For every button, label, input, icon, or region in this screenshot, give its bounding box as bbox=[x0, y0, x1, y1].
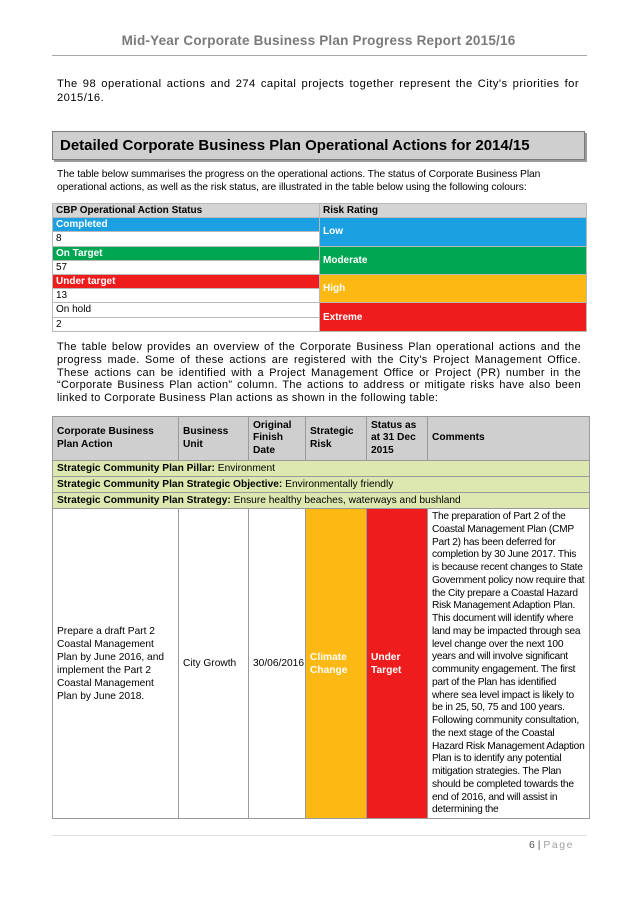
overview-paragraph: The table below provides an overview of the Corporate Business Plan operational actions and the progress made. Some of these actions are registered with the City's Project Management Office. These actions can be identified with a Project Management Office or Project (PR) number in the “Corporate Business Plan action” column. The actions to address or mitigate risks have also been linked to Corporate Business Plan actions as shown in the following table: bbox=[57, 341, 581, 405]
page-number: 6 bbox=[529, 839, 535, 851]
status-count-under-target: 13 bbox=[53, 289, 320, 303]
col-header-status: Status as at 31 Dec 2015 bbox=[367, 417, 428, 461]
risk-extreme: Extreme bbox=[320, 303, 587, 331]
col-header-finish: Original Finish Date bbox=[249, 417, 306, 461]
col-header-risk: Strategic Risk bbox=[306, 417, 367, 461]
objective-row bbox=[53, 477, 590, 493]
status-label-under-target: Under target bbox=[53, 274, 320, 288]
status-count-on-hold: 2 bbox=[53, 317, 320, 331]
page-header-title: Mid-Year Corporate Business Plan Progress Report 2015/16 bbox=[121, 33, 516, 48]
pillar-value: Environment bbox=[214, 462, 275, 474]
risk-high: High bbox=[320, 274, 587, 302]
status-count-on-target: 57 bbox=[53, 260, 320, 274]
legend-header-risk: Risk Rating bbox=[320, 204, 587, 218]
page-label: Page bbox=[543, 839, 574, 851]
page-footer bbox=[529, 839, 574, 851]
col-header-comments: Comments bbox=[428, 417, 590, 461]
row-strategic-risk: Climate Change bbox=[306, 509, 367, 819]
status-label-on-target: On Target bbox=[53, 246, 320, 260]
page-separator: | bbox=[534, 839, 544, 851]
footer-divider bbox=[52, 835, 587, 836]
row-business-unit: City Growth bbox=[179, 509, 249, 819]
row-comments: The preparation of Part 2 of the Coastal Management Plan (CMP Part 2) has been deferred for completion by 30 June 2017. This is because recent changes to State Government policy now require that the City prepare a Coastal Hazard Risk Management Adaption Plan. This document will identify where land may be impacted through sea level change over the next 100 years and will involve significant community engagement. The first part of the Plan has identified where sea level impact is likely to be in 25, 50, 75 and 100 years. Following community consultation, the next stage of the Coastal Hazard Risk Management Adaption Plan is to identify any potential mitigation strategies. The Plan should be completed towards the end of 2016, and will assist in determining the bbox=[428, 509, 590, 819]
risk-low: Low bbox=[320, 218, 587, 246]
intro-paragraph: The 98 operational actions and 274 capital projects together represent the City's priorities for 2015/16. bbox=[57, 78, 579, 104]
operational-actions-table bbox=[52, 416, 590, 819]
pillar-label: Strategic Community Plan Pillar: bbox=[57, 462, 215, 474]
status-label-on-hold: On hold bbox=[53, 303, 320, 317]
row-status: Under Target bbox=[367, 509, 428, 819]
row-action: Prepare a draft Part 2 Coastal Management Plan by June 2016, and implement the Part 2 Coastal Management Plan by June 2018. bbox=[53, 509, 179, 819]
risk-moderate: Moderate bbox=[320, 246, 587, 274]
col-header-action: Corporate Business Plan Action bbox=[53, 417, 179, 461]
header-divider bbox=[52, 55, 587, 56]
section-heading: Detailed Corporate Business Plan Operational Actions for 2014/15 bbox=[52, 131, 585, 160]
legend-header-status: CBP Operational Action Status bbox=[53, 204, 320, 218]
table-row bbox=[53, 509, 590, 819]
strategy-label: Strategic Community Plan Strategy: bbox=[57, 494, 231, 506]
pillar-row bbox=[53, 461, 590, 477]
row-finish-date: 30/06/2016 bbox=[249, 509, 306, 819]
col-header-unit: Business Unit bbox=[179, 417, 249, 461]
strategy-value: Ensure healthy beaches, waterways and bushland bbox=[230, 494, 461, 506]
legend-intro-paragraph: The table below summarises the progress on the operational actions. The status of Corporate Business Plan operational actions, as well as the risk status, are illustrated in the table below using the following colours: bbox=[57, 169, 541, 193]
status-label-completed: Completed bbox=[53, 218, 320, 232]
status-count-completed: 8 bbox=[53, 232, 320, 246]
status-legend-table bbox=[52, 203, 587, 332]
objective-label: Strategic Community Plan Strategic Objective: bbox=[57, 478, 283, 490]
strategy-row bbox=[53, 493, 590, 509]
objective-value: Environmentally friendly bbox=[282, 478, 394, 490]
